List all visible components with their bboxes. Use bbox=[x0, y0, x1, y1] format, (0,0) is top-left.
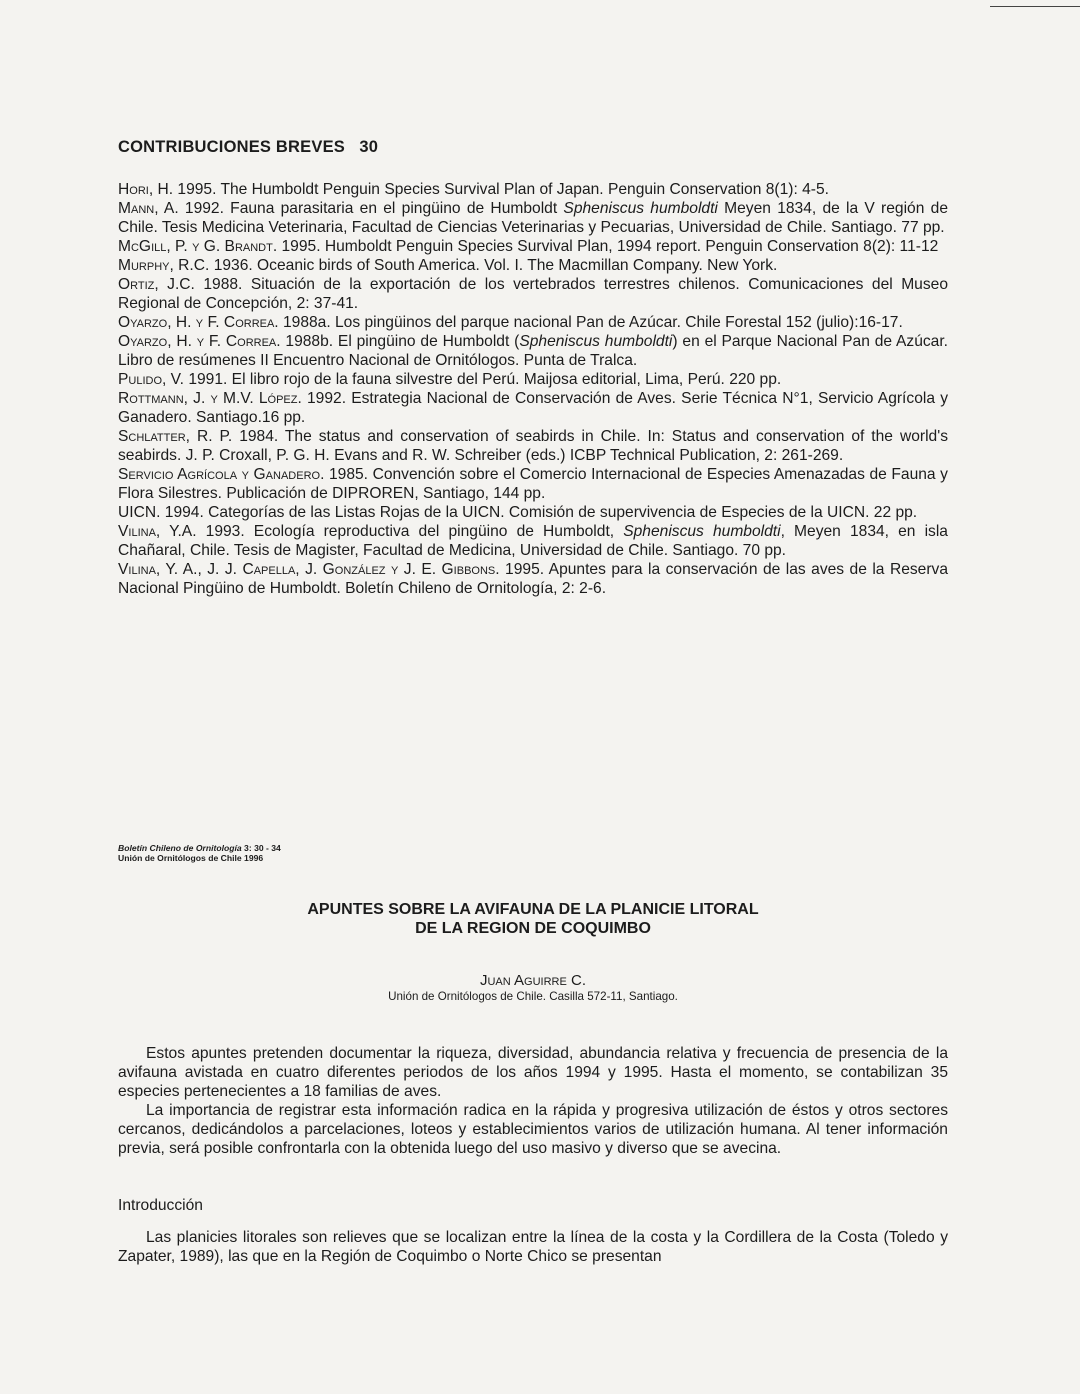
reference-author: McGill, P. y G. Brandt. bbox=[118, 238, 278, 255]
reference-item bbox=[118, 560, 948, 598]
reference-text: 1988b. El pingüino de Humboldt ( bbox=[280, 333, 520, 350]
paragraph-text: Estos apuntes pretenden documentar la riqueza, diversidad, abundancia relativa y frecuencia de presencia de la avifauna avistada en cuatro diferentes periodos de los años 1994 y 1995. Hasta el momento, se contabilizan 35 especies pertenecientes a 18 familias de aves. bbox=[118, 1045, 948, 1100]
author-affiliation: Unión de Ornitólogos de Chile. Casilla 572-11, Santiago. bbox=[388, 990, 678, 1003]
reference-item bbox=[118, 237, 948, 256]
reference-item bbox=[118, 256, 948, 275]
reference-item bbox=[118, 389, 948, 427]
running-header bbox=[118, 138, 378, 157]
reference-author: Pulido, V. bbox=[118, 371, 184, 388]
reference-author: Murphy, R.C. bbox=[118, 257, 210, 274]
title-line-2: DE LA REGION DE COQUIMBO bbox=[415, 920, 651, 937]
reference-item bbox=[118, 180, 948, 199]
reference-text: 1936. Oceanic birds of South America. Vol. I. The Macmillan Company. New York. bbox=[209, 257, 778, 274]
species-name: Spheniscus humboldti bbox=[563, 200, 718, 217]
reference-text: , Meyen 1834, en isla Chañaral, Chile. Tesis de Magister, Facultad de Medicina, Universidad de Chile. Santiago. 70 pp. bbox=[118, 523, 948, 559]
reference-author: Mann, A. bbox=[118, 200, 179, 217]
reference-author: Oyarzo, H. y F. Correa. bbox=[118, 314, 279, 331]
reference-text: 1995. Humboldt Penguin Species Survival Plan, 1994 report. Penguin Conservation 8(2): 11-12 bbox=[277, 238, 939, 255]
abstract-paragraph-1 bbox=[118, 1044, 948, 1101]
reference-author: UICN. bbox=[118, 504, 161, 521]
reference-text: 1992. Estrategia Nacional de Conservación de Aves. Serie Técnica N°1, Servicio Agrícola y Ganadero. Santiago.16 pp. bbox=[118, 390, 948, 426]
reference-author: Vilina, Y.A. bbox=[118, 523, 197, 540]
reference-item bbox=[118, 332, 948, 370]
reference-author: Vilina, Y. A., J. J. Capella, J. González y J. E. Gibbons. bbox=[118, 561, 500, 578]
reference-item bbox=[118, 522, 948, 560]
reference-text: ) en el Parque Nacional Pan de Azúcar. Libro de resúmenes II Encuentro Nacional de Ornitólogos. Punta de Tralca. bbox=[118, 333, 949, 369]
reference-item bbox=[118, 427, 948, 465]
reference-item bbox=[118, 370, 948, 389]
reference-text: 1985. Convención sobre el Comercio Internacional de Especies Amenazadas de Fauna y Flora Silestres. Publicación de DIPROREN, Santiago, 144 pp. bbox=[118, 466, 948, 502]
reference-author: Rottmann, J. y M.V. López. bbox=[118, 390, 302, 407]
reference-item bbox=[118, 275, 948, 313]
journal-name: Boletín Chileno de Ornitología bbox=[118, 843, 242, 853]
society-line: Unión de Ornitólogos de Chile 1996 bbox=[118, 853, 264, 863]
reference-item bbox=[118, 465, 948, 503]
journal-volume: 3: 30 - 34 bbox=[241, 843, 281, 853]
abstract-paragraph-2 bbox=[118, 1101, 948, 1158]
reference-author: Schlatter, R. P. bbox=[118, 428, 233, 445]
reference-text: 1995. Apuntes para la conservación de las aves de la Reserva Nacional Pingüino de Humboldt. Boletín Chileno de Ornitología, 2: 2-6. bbox=[118, 561, 949, 597]
reference-text: 1995. The Humboldt Penguin Species Survival Plan of Japan. Penguin Conservation 8(1): 4-5. bbox=[173, 181, 829, 198]
reference-text: 1994. Categorías de las Listas Rojas de la UICN. Comisión de supervivencia de Especies de la UICN. 22 pp. bbox=[160, 504, 918, 521]
reference-text: 1984. The status and conservation of seabirds in Chile. In: Status and conservation of the world's seabirds. J. P. Croxall, P. G. H. Evans and R. W. Schreiber (eds.) ICBP Technical Publication, 2: 261-269. bbox=[118, 428, 948, 464]
reference-author: Ortiz, J.C. bbox=[118, 276, 195, 293]
reference-text: 1988a. Los pingüinos del parque nacional Pan de Azúcar. Chile Forestal 152 (julio):16-17. bbox=[278, 314, 903, 331]
reference-text: Meyen 1834, de la V región de Chile. Tesis Medicina Veterinaria, Facultad de Ciencias Veterinarias y Pecuarias, Universidad de Chile. Santiago. 77 pp. bbox=[118, 200, 948, 236]
section-heading: Introducción bbox=[118, 1197, 203, 1214]
header-section: CONTRIBUCIONES BREVES bbox=[118, 138, 345, 156]
reference-author: Hori, H. bbox=[118, 181, 174, 198]
article-author: Juan Aguirre C. bbox=[479, 972, 587, 989]
reference-item bbox=[118, 313, 948, 332]
reference-item bbox=[118, 503, 948, 522]
scan-edge-line bbox=[990, 6, 1080, 7]
header-page-number: 30 bbox=[359, 138, 379, 156]
journal-citation bbox=[118, 843, 281, 863]
paragraph-text: Las planicies litorales son relieves que se localizan entre la línea de la costa y la Cordillera de la Costa (Toledo y Zapater, 1989), las que en la Región de Coquimbo o Norte Chico se presentan bbox=[118, 1229, 948, 1265]
title-line-1: APUNTES SOBRE LA AVIFAUNA DE LA PLANICIE LITORAL bbox=[307, 901, 759, 918]
reference-text: 1988. Situación de la exportación de los vertebrados terrestres chilenos. Comunicaciones del Museo Regional de Concepción, 2: 37-41. bbox=[118, 276, 948, 312]
reference-text: 1992. Fauna parasitaria en el pingüino de Humboldt bbox=[178, 200, 564, 217]
reference-text: 1991. El libro rojo de la fauna silvestre del Perú. Maijosa editorial, Lima, Perú. 220 pp. bbox=[184, 371, 782, 388]
reference-text: 1993. Ecología reproductiva del pingüino de Humboldt, bbox=[196, 523, 624, 540]
reference-author: Oyarzo, H. y F. Correa. bbox=[118, 333, 281, 350]
species-name: Spheniscus humboldti bbox=[519, 333, 673, 350]
journal-line bbox=[118, 843, 281, 853]
article-title bbox=[118, 900, 948, 938]
intro-paragraph bbox=[118, 1228, 948, 1266]
reference-list bbox=[118, 180, 948, 598]
species-name: Spheniscus humboldti bbox=[623, 523, 781, 540]
paragraph-text: La importancia de registrar esta información radica en la rápida y progresiva utilización de éstos y otros sectores cercanos, dedicándolos a parcelaciones, loteos y establecimientos varios de utilización humana. Al tener información previa, será posible confrontarla con la obtenida luego del uso masivo y diverso que se avecina. bbox=[118, 1102, 948, 1157]
reference-author: Servicio Agrícola y Ganadero. bbox=[118, 466, 325, 483]
reference-item bbox=[118, 199, 948, 237]
